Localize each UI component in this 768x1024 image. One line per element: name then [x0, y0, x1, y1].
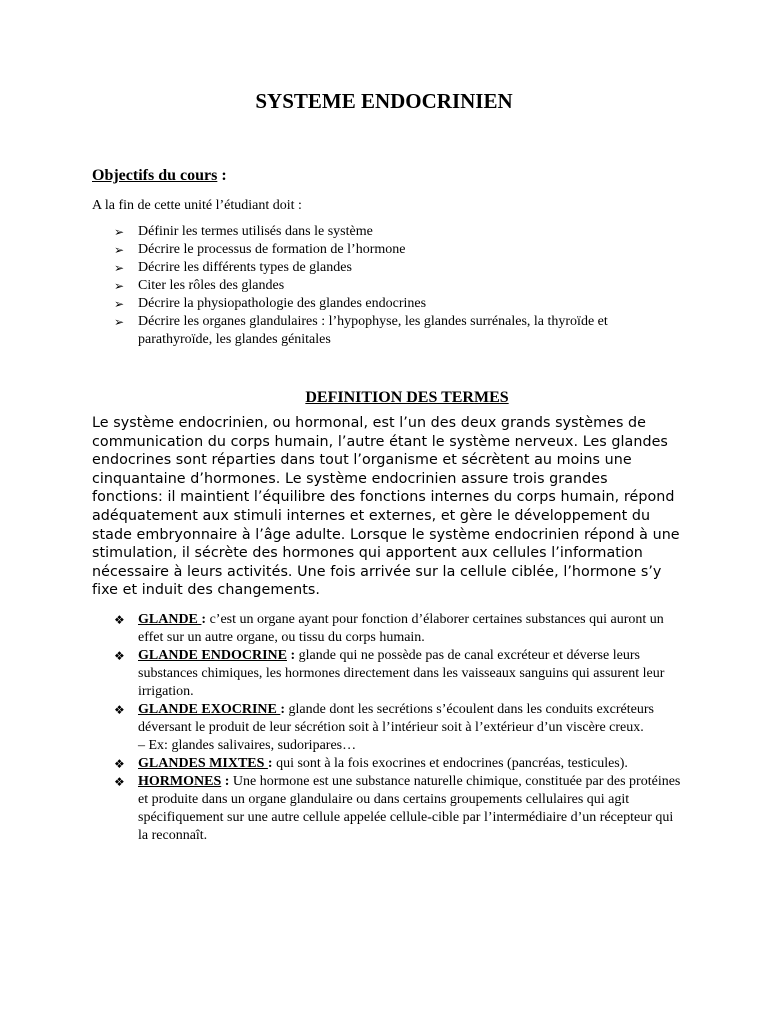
objectives-heading-text: Objectifs du cours [92, 167, 218, 184]
diamond-bullet-icon: ❖ [114, 649, 125, 663]
objectives-heading-suffix: : [217, 167, 227, 184]
diamond-bullet-icon: ❖ [114, 757, 125, 771]
diamond-bullet-icon: ❖ [114, 703, 125, 717]
objective-text: Décrire le processus de formation de l’hormone [138, 242, 406, 257]
objective-text: Définir les termes utilisés dans le système [138, 224, 373, 239]
objective-text: Décrire les organes glandulaires : l’hypophyse, les glandes surrénales, la thyroïde et parathyroïde, les glandes génitales [138, 314, 608, 347]
definition-colon: : [221, 774, 230, 789]
definition-term: GLANDE [138, 612, 202, 627]
document-title: SYSTEME ENDOCRINIEN [255, 89, 513, 113]
definitions-heading [0, 388, 768, 408]
definition-colon: : [267, 756, 273, 771]
objective-item [92, 223, 672, 241]
definition-colon: : [286, 648, 296, 663]
definition-colon: : [280, 702, 286, 717]
definition-example: – Ex: glandes salivaires, sudoripares… [138, 738, 357, 753]
definition-text: Une hormone est une substance naturelle chimique, constituée par des protéines et produite dans un organe glandulaire ou dans certains groupements cellulaires qui agit spécifiquement sur une autre cellule appelée cellule-cible par l’intermédiaire d’un récepteur qui la reconnaît. [138, 774, 681, 843]
arrow-right-bullet-icon: ➢ [114, 279, 125, 293]
definition-text: c’est un organe ayant pour fonction d’élaborer certaines substances qui auront un effet sur un autre organe, ou tissu du corps humain. [138, 612, 664, 645]
definition-term: GLANDE ENDOCRINE [138, 648, 287, 663]
definition-item [92, 773, 682, 845]
objective-text: Citer les rôles des glandes [138, 278, 285, 293]
arrow-right-bullet-icon: ➢ [114, 315, 125, 329]
definition-colon: : [201, 612, 207, 627]
definition-text: glande qui ne possède pas de canal excréteur et déverse leurs substances chimiques, les hormones directement dans les vaisseaux sanguins qui assurent leur irrigation. [138, 648, 665, 699]
arrow-right-bullet-icon: ➢ [114, 297, 125, 311]
objective-item [92, 277, 672, 295]
definition-item [92, 611, 682, 647]
objective-item [92, 313, 672, 349]
arrow-right-bullet-icon: ➢ [114, 261, 125, 275]
objectives-intro: A la fin de cette unité l’étudiant doit : [92, 198, 302, 213]
definitions-paragraph: Le système endocrinien, ou hormonal, est l’un des deux grands systèmes de communication du corps humain, l’autre étant le système nerveux. Les glandes endocrines sont réparties dans tout l’organisme et sécrètent au moins une cinquantaine d’hormones. Le système endocrinien assure trois grandes fonctions: il maintient l’équilibre des fonctions internes du corps humain, répond adéquatement aux stimuli internes et externes, et gère le développement du stade embryonnaire à l’âge adulte. Lorsque le système endocrinien répond à une stimulation, il sécrète des hormones qui apportent aux cellules l’information nécessaire à leurs activités. Une fois arrivée sur la cellule ciblée, l’hormone s’y fixe et induit des changements. [92, 415, 680, 599]
objective-text: Décrire la physiopathologie des glandes endocrines [138, 296, 427, 311]
objective-text: Décrire les différents types de glandes [138, 260, 352, 275]
definition-term: GLANDES MIXTES [138, 756, 268, 771]
diamond-bullet-icon: ❖ [114, 613, 125, 627]
definitions-heading-text: DEFINITION DES TERMES [305, 389, 509, 406]
objectives-list [92, 223, 672, 349]
definition-term: GLANDE EXOCRINE [138, 702, 281, 717]
definition-text: glande dont les secrétions s’écoulent dans les conduits excréteurs déversant le produit de leur sécrétion soit à l’intérieur soit à l’extérieur d’un viscère creux. [138, 702, 654, 735]
definitions-list [92, 611, 682, 845]
arrow-right-bullet-icon: ➢ [114, 243, 125, 257]
objective-item [92, 259, 672, 277]
objectives-heading [92, 166, 227, 186]
objective-item [92, 241, 672, 259]
definition-item [92, 755, 682, 773]
diamond-bullet-icon: ❖ [114, 775, 125, 789]
definition-term: HORMONES [138, 774, 222, 789]
definition-item [92, 701, 682, 755]
definition-item [92, 647, 682, 701]
arrow-right-bullet-icon: ➢ [114, 225, 125, 239]
definition-text: qui sont à la fois exocrines et endocrines (pancréas, testicules). [272, 756, 628, 771]
objective-item [92, 295, 672, 313]
